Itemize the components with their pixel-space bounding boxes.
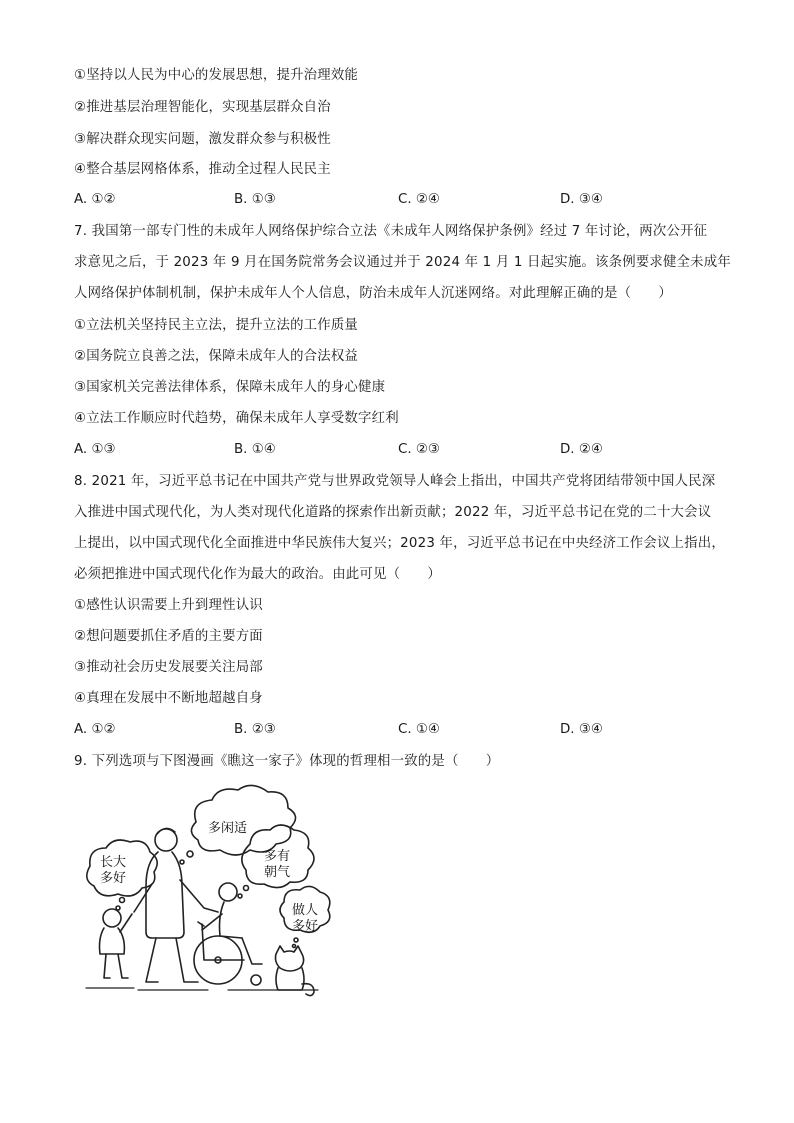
q8-option-d[interactable]: D. ③④: [560, 722, 603, 737]
q6-option-c[interactable]: C. ②④: [398, 192, 440, 207]
bubble-right-text-1: 多有: [264, 849, 291, 864]
q7-stem-line-2: 求意见之后，于 2023 年 9 月在国务院常务会议通过并于 2024 年 1 月 1 日起实施。该条例要求健全未成年: [74, 255, 731, 270]
q8-options: [74, 720, 734, 740]
q8-option-b[interactable]: B. ②③: [234, 722, 276, 737]
child-figure: [100, 909, 133, 978]
q8-item-3: ③推动社会历史发展要关注局部: [74, 660, 263, 675]
q8-stem-line-4: 必须把推进中国式现代化作为最大的政治。由此可见（ ）: [74, 567, 441, 582]
q6-item-1: ①坚持以人民为中心的发展思想，提升治理效能: [74, 68, 359, 83]
q7-option-a[interactable]: A. ①③: [74, 442, 116, 457]
q8-stem-line-2: 入推进中国式现代化，为人类对现代化道路的探索作出新贡献；2022 年，习近平总书记在党的二十大会议: [74, 505, 712, 520]
q8-option-c[interactable]: C. ①④: [398, 722, 440, 737]
bubble-top-text: 多闲适: [208, 821, 248, 836]
q6-options: [74, 190, 734, 210]
q6-item-4: ④整合基层网格体系，推动全过程人民民主: [74, 162, 331, 177]
bubble-small-text-1: 做人: [292, 903, 319, 918]
bubble-left-text-1: 长大: [100, 855, 127, 870]
q7-item-3: ③国家机关完善法律体系，保障未成年人的身心健康: [74, 380, 386, 395]
q7-stem-line-3: 人网络保护体制机制，保护未成年人个人信息，防治未成年人沉迷网络。对此理解正确的是（ ）: [74, 286, 672, 301]
q6-item-2: ②推进基层治理智能化，实现基层群众自治: [74, 100, 331, 115]
q7-stem-line-1: 7. 我国第一部专门性的未成年人网络保护综合立法《未成年人网络保护条例》经过 7 年讨论，两次公开征: [74, 224, 708, 239]
q8-option-a[interactable]: A. ①②: [74, 722, 116, 737]
q6-item-3: ③解决群众现实问题，激发群众参与积极性: [74, 132, 331, 147]
family-cartoon: [78, 784, 338, 1006]
bubble-small-text-2: 多好: [292, 919, 319, 934]
q7-option-d[interactable]: D. ②④: [560, 442, 603, 457]
q6-option-d[interactable]: D. ③④: [560, 192, 603, 207]
q8-stem-line-3: 上提出，以中国式现代化全面推进中华民族伟大复兴；2023 年，习近平总书记在中央经济工作会议上指出，: [74, 536, 725, 551]
q9-stem: 9. 下列选项与下图漫画《瞧这一家子》体现的哲理相一致的是（ ）: [74, 754, 500, 769]
q8-stem-line-1: 8. 2021 年，习近平总书记在中国共产党与世界政党领导人峰会上指出，中国共产党将团结带领中国人民深: [74, 474, 716, 489]
q7-item-4: ④立法工作顺应时代趋势，确保未成年人享受数字红利: [74, 411, 399, 426]
q6-option-b[interactable]: B. ①③: [234, 192, 276, 207]
q7-option-c[interactable]: C. ②③: [398, 442, 440, 457]
q7-option-b[interactable]: B. ①④: [234, 442, 276, 457]
q7-item-1: ①立法机关坚持民主立法，提升立法的工作质量: [74, 318, 359, 333]
wheelchair-figure: [194, 883, 262, 985]
q7-options: [74, 440, 734, 460]
q6-option-a[interactable]: A. ①②: [74, 192, 116, 207]
q8-item-2: ②想问题要抓住矛盾的主要方面: [74, 629, 263, 644]
bubble-left-text-2: 多好: [100, 871, 127, 886]
cat-figure: [276, 946, 315, 996]
family-cartoon-drawing: [78, 784, 338, 1006]
bubble-right-text-2: 朝气: [264, 865, 291, 880]
adult-figure: [134, 828, 218, 982]
q8-item-4: ④真理在发展中不断地超越自身: [74, 691, 263, 706]
q7-item-2: ②国务院立良善之法，保障未成年人的合法权益: [74, 349, 359, 364]
q8-item-1: ①感性认识需要上升到理性认识: [74, 598, 263, 613]
